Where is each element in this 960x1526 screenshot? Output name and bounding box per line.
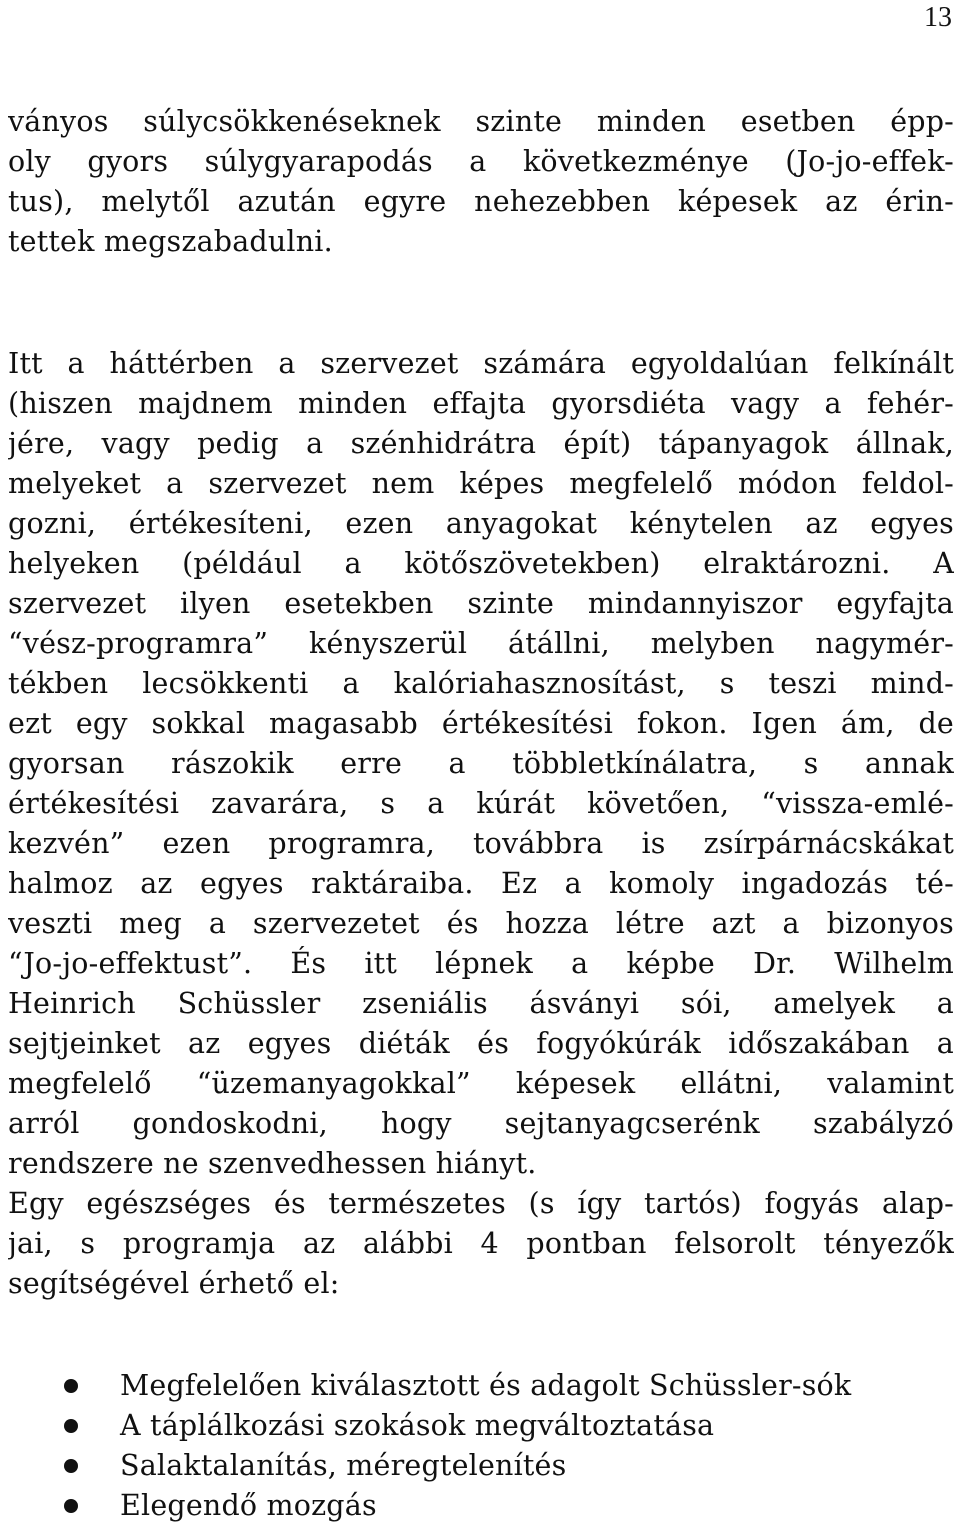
document-body [8, 102, 954, 1526]
text-line: halmoz az egyes raktáraiba. Ez a komoly ingadozás té- [8, 867, 954, 900]
text-line: gozni, értékesíteni, ezen anyagokat kénytelen az egyes [8, 507, 954, 540]
text-line: kezvén” ezen programra, továbbra is zsírpárnácskákat [8, 827, 954, 860]
text-line: (hiszen majdnem minden effajta gyorsdiéta vagy a fehér- [8, 387, 954, 420]
text-line: rendszere ne szenvedhessen hiányt. [8, 1147, 537, 1180]
text-line: gyorsan rászokik erre a többletkínálatra, s annak [8, 747, 954, 780]
bullet-icon [64, 1499, 78, 1513]
paragraph-spacer [8, 262, 954, 344]
paragraph-3 [8, 1184, 954, 1304]
text-line: segítségével érhető el: [8, 1267, 340, 1300]
list-item-text: A táplálkozási szokások megváltoztatása [120, 1409, 715, 1442]
text-line: ványos súlycsökkenéseknek szinte minden esetben épp- [8, 105, 954, 138]
text-line: szervezet ilyen esetekben szinte mindannyiszor egyfajta [8, 587, 954, 620]
text-line: arról gondoskodni, hogy sejtanyagcserénk szabályzó [8, 1107, 954, 1140]
text-line: Heinrich Schüssler zseniális ásványi sói, amelyek a [8, 987, 954, 1020]
text-line: tus), melytől azután egyre nehezebben képesek az érin- [8, 185, 954, 218]
text-line: értékesítési zavarára, s a kúrát követően, “vissza-emlé- [8, 787, 954, 820]
list-item-text: Elegendő mozgás [120, 1489, 377, 1522]
list-item-text: Megfelelően kiválasztott és adagolt Schüssler-sók [120, 1369, 852, 1402]
paragraph-spacer [8, 1304, 954, 1366]
list-item [8, 1406, 954, 1446]
text-line: melyeket a szervezet nem képes megfelelő módon feldol- [8, 467, 954, 500]
text-line: helyeken (például a kötőszövetekben) elraktározni. A [8, 547, 954, 580]
page-number: 13 [924, 2, 952, 33]
paragraph-2 [8, 344, 954, 1184]
text-line: megfelelő “üzemanyagokkal” képesek ellátni, valamint [8, 1067, 954, 1100]
text-line: jére, vagy pedig a szénhidrátra épít) tápanyagok állnak, [8, 427, 954, 460]
list-item [8, 1446, 954, 1486]
text-line: Itt a háttérben a szervezet számára egyoldalúan felkínált [8, 347, 954, 380]
text-line: tettek megszabadulni. [8, 225, 333, 258]
text-line: Egy egészséges és természetes (s így tartós) fogyás alap- [8, 1187, 954, 1220]
paragraph-1 [8, 102, 954, 262]
text-line: oly gyors súlygyarapodás a következménye (Jo-jo-effek- [8, 145, 954, 178]
text-line: veszti meg a szervezetet és hozza létre azt a bizonyos [8, 907, 954, 940]
bullet-icon [64, 1379, 78, 1393]
text-line: sejtjeinket az egyes diéták és fogyókúrák időszakában a [8, 1027, 954, 1060]
bullet-icon [64, 1459, 78, 1473]
text-line: tékben lecsökkenti a kalóriahasznosítást, s teszi mind- [8, 667, 954, 700]
list-item-text: Salaktalanítás, méregtelenítés [120, 1449, 567, 1482]
bullet-icon [64, 1419, 78, 1433]
text-line: “vész-programra” kényszerül átállni, melyben nagymér- [8, 627, 954, 660]
text-line: ezt egy sokkal magasabb értékesítési fokon. Igen ám, de [8, 707, 954, 740]
text-line: “Jo-jo-effektust”. És itt lépnek a képbe Dr. Wilhelm [8, 947, 954, 980]
bullet-list [8, 1366, 954, 1526]
list-item [8, 1486, 954, 1526]
text-line: jai, s programja az alábbi 4 pontban felsorolt tényezők [8, 1227, 954, 1260]
list-item [8, 1366, 954, 1406]
